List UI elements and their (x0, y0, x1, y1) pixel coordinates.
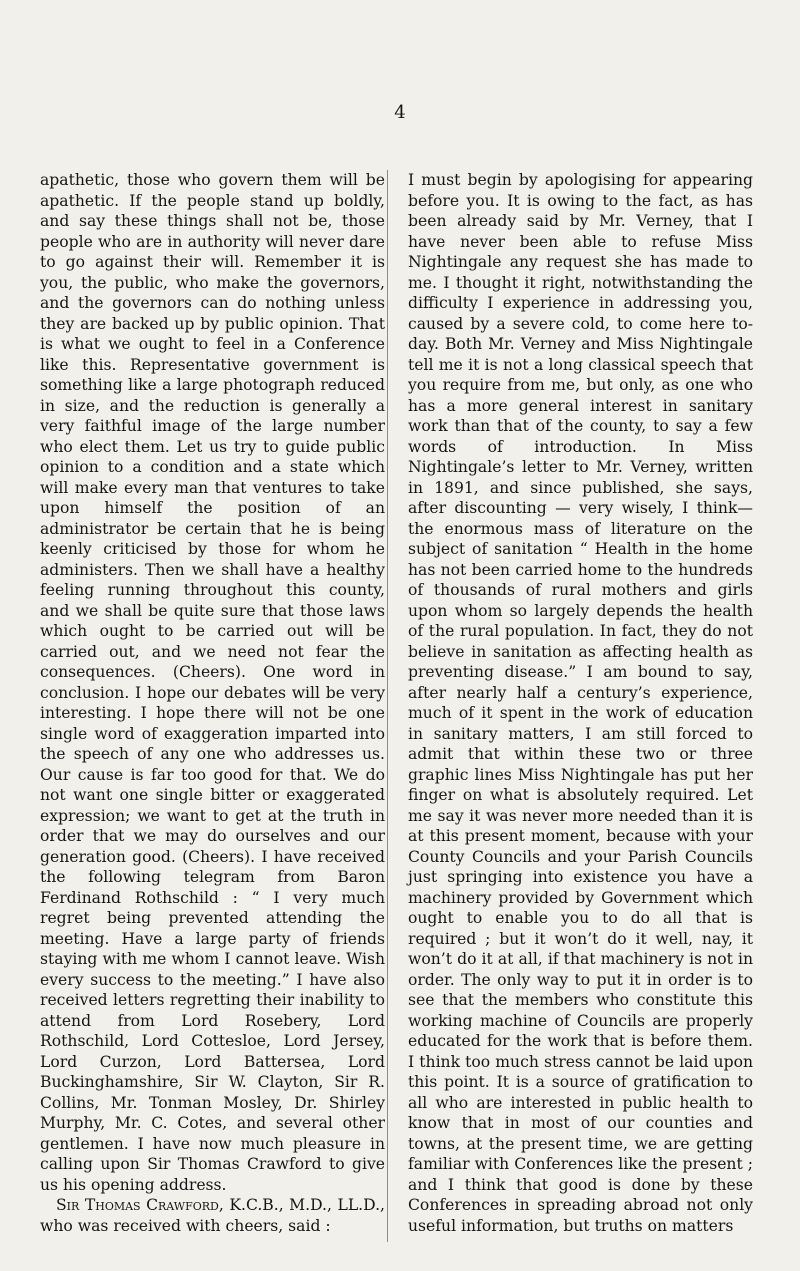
speaker-intro: , K.C.B., M.D., LL.D., who was received with cheers, said : (40, 1196, 386, 1235)
speaker-name: Sir Thomas Crawford (56, 1196, 219, 1214)
column-divider (387, 170, 388, 1242)
left-paragraph-1: apathetic, those who govern them will be apathetic. If the people stand up boldly, and say these things shall not be, those people who are in authority will never dare to go against their will. Remember it is you, the public, who make the governors, and the governors can do nothing unless they are backed up by public opinion. That is what we ought to feel in a Conference like this. Representative government is something like a large photograph reduced in size, and the reduction is generally a very faithful image of the large number who elect them. Let us try to guide public opinion to a condition and a state which will make every man that ventures to take upon himself the position of an administrator be certain that he is being keenly criticised by those for whom he administers. Then we shall have a healthy feeling running throughout this county, and we shall be quite sure that those laws which ought to be carried out will be carried out, and we need not fear the consequences. (Cheers). One word in conclusion. I hope our debates will be very interesting. I hope there will not be one single word of exaggeration imparted into the speech of any one who addresses us. Our cause is far too good for that. We do not want one single bitter or exaggerated expression; we want to get at the truth in order that we may do ourselves and our generation good. (Cheers). I have received the following telegram from Baron Ferdinand Rothschild : “ I very much regret being prevented attending the meeting. Have a large party of friends staying with me whom I cannot leave. Wish every success to the meeting.” I have also received letters regretting their inability to attend from Lord Rosebery, Lord Rothschild, Lord Cottesloe, Lord Jersey, Lord Curzon, Lord Battersea, Lord Buckinghamshire, Sir W. Clayton, Sir R. Collins, Mr. Tonman Mosley, Dr. Shirley Murphy, Mr. C. Cotes, and several other gentlemen. I have now much pleasure in calling upon Sir Thomas Crawford to give us his opening address. (40, 171, 385, 1194)
right-column (408, 170, 753, 1236)
right-paragraph-1: I must begin by apologising for appearing before you. It is owing to the fact, as has been already said by Mr. Verney, that I have never been able to refuse Miss Nightingale any request she has made to me. I thought it right, notwithstanding the difficulty I experience in addressing you, caused by a severe cold, to come here to-day. Both Mr. Verney and Miss Nightingale tell me it is not a long classical speech that you require from me, but only, as one who has a more general interest in sanitary work than that of the county, to say a few words of introduction. In Miss Nightingale’s letter to Mr. Verney, written in 1891, and since published, she says, after discounting — very wisely, I think—the enormous mass of literature on the subject of sanitation “ Health in the home has not been carried home to the hundreds of thousands of rural mothers and girls upon whom so largely depends the health of the rural population. In fact, they do not believe in sanitation as affecting health as preventing disease.” I am bound to say, after nearly half a century’s experience, much of it spent in the work of education in sanitary matters, I am still forced to admit that within these two or three graphic lines Miss Nightingale has put her finger on what is absolutely required. Let me say it was never more needed than it is at this present moment, because with your County Councils and your Parish Councils just springing into existence you have a machinery provided by Government which ought to enable you to do all that is required ; but it won’t do it well, nay, it won’t do it at all, if that machinery is not in order. The only way to put it in order is to see that the members who constitute this working machine of Councils are properly educated for the work that is before them. I think too much stress cannot be laid upon this point. It is a source of gratification to all who are interested in public health to know that in most of our counties and towns, at the present time, we are getting familiar with Conferences like the present ; and I think that good is done by these Conferences in spreading abroad not only useful information, but truths on matters (408, 171, 753, 1235)
page-number: 4 (394, 102, 406, 123)
left-paragraph-2 (40, 1195, 385, 1236)
left-column (40, 170, 385, 1236)
